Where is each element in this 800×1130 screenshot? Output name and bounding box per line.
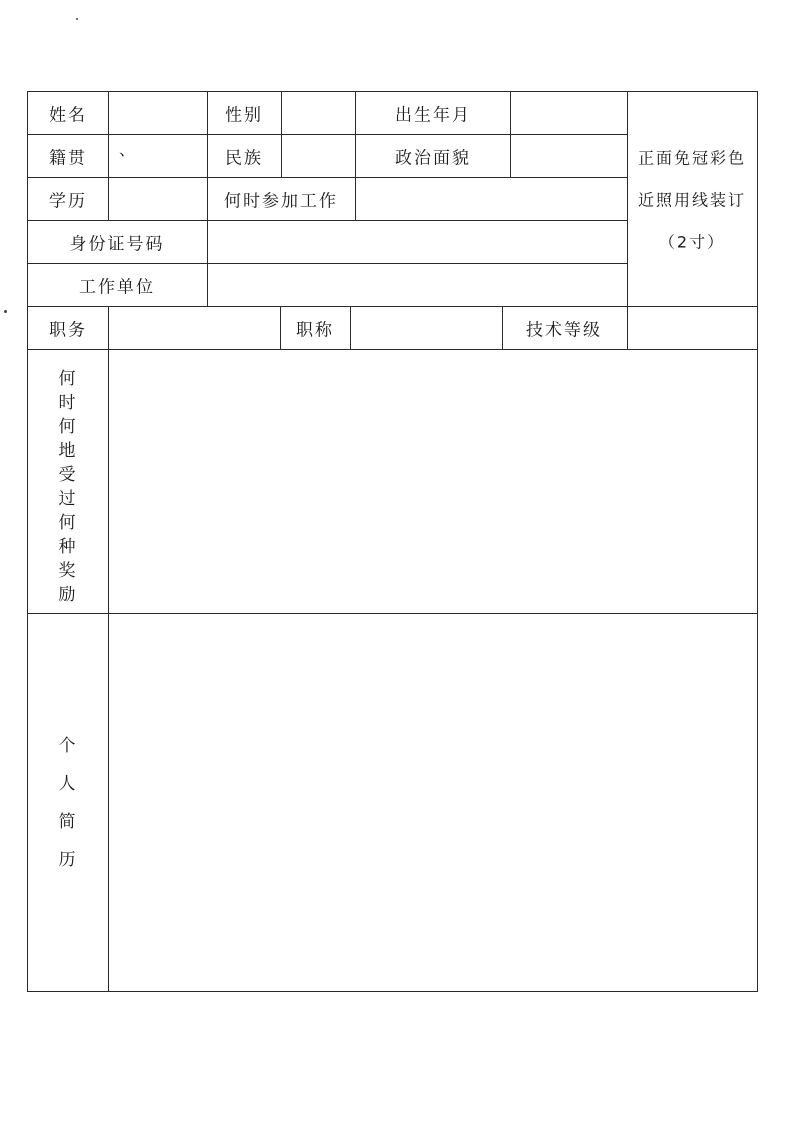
name-label: 姓名 — [49, 105, 87, 126]
tech-level-label: 技术等级 — [526, 320, 602, 341]
title-field[interactable] — [351, 307, 502, 349]
work-start-label: 何时参加工作 — [224, 191, 338, 212]
awards-field[interactable] — [109, 350, 757, 613]
table-border-right — [757, 91, 758, 992]
title-label: 职称 — [296, 320, 334, 341]
birth-label: 出生年月 — [395, 105, 471, 126]
education-field[interactable] — [109, 178, 207, 220]
native-place-field[interactable] — [109, 135, 207, 177]
photo-instruction-line2: 近照用线装订 — [637, 190, 747, 210]
birth-field[interactable] — [511, 92, 627, 134]
table-border-bottom — [27, 991, 758, 992]
resume-label: 个 人 简 历 — [58, 736, 76, 870]
education-label: 学历 — [49, 191, 87, 212]
position-field[interactable] — [109, 307, 280, 349]
work-unit-label: 工作单位 — [79, 277, 155, 298]
table-col-line — [502, 306, 503, 350]
name-field[interactable] — [109, 92, 207, 134]
ethnicity-field[interactable] — [282, 135, 355, 177]
resume-field[interactable] — [109, 614, 757, 991]
id-number-label: 身份证号码 — [69, 234, 165, 255]
photo-size-note: （2寸） — [658, 232, 726, 252]
table-col-line — [280, 306, 281, 350]
tech-level-field[interactable] — [628, 307, 757, 349]
gender-label: 性别 — [225, 105, 263, 126]
id-number-field[interactable] — [208, 221, 627, 263]
native-place-value: 、 — [119, 140, 136, 159]
political-status-field[interactable] — [511, 135, 627, 177]
position-label: 职务 — [49, 320, 87, 341]
awards-label: 何 时 何 地 受 过 何 种 奖 励 — [58, 369, 76, 605]
work-unit-field[interactable] — [208, 264, 627, 306]
ethnicity-label: 民族 — [225, 148, 263, 169]
table-border-left — [27, 91, 28, 992]
native-place-label: 籍贯 — [49, 148, 87, 169]
gender-field[interactable] — [282, 92, 355, 134]
work-start-field[interactable] — [356, 178, 627, 220]
political-status-label: 政治面貌 — [395, 148, 471, 169]
photo-instruction-line1: 正面免冠彩色 — [637, 148, 747, 168]
